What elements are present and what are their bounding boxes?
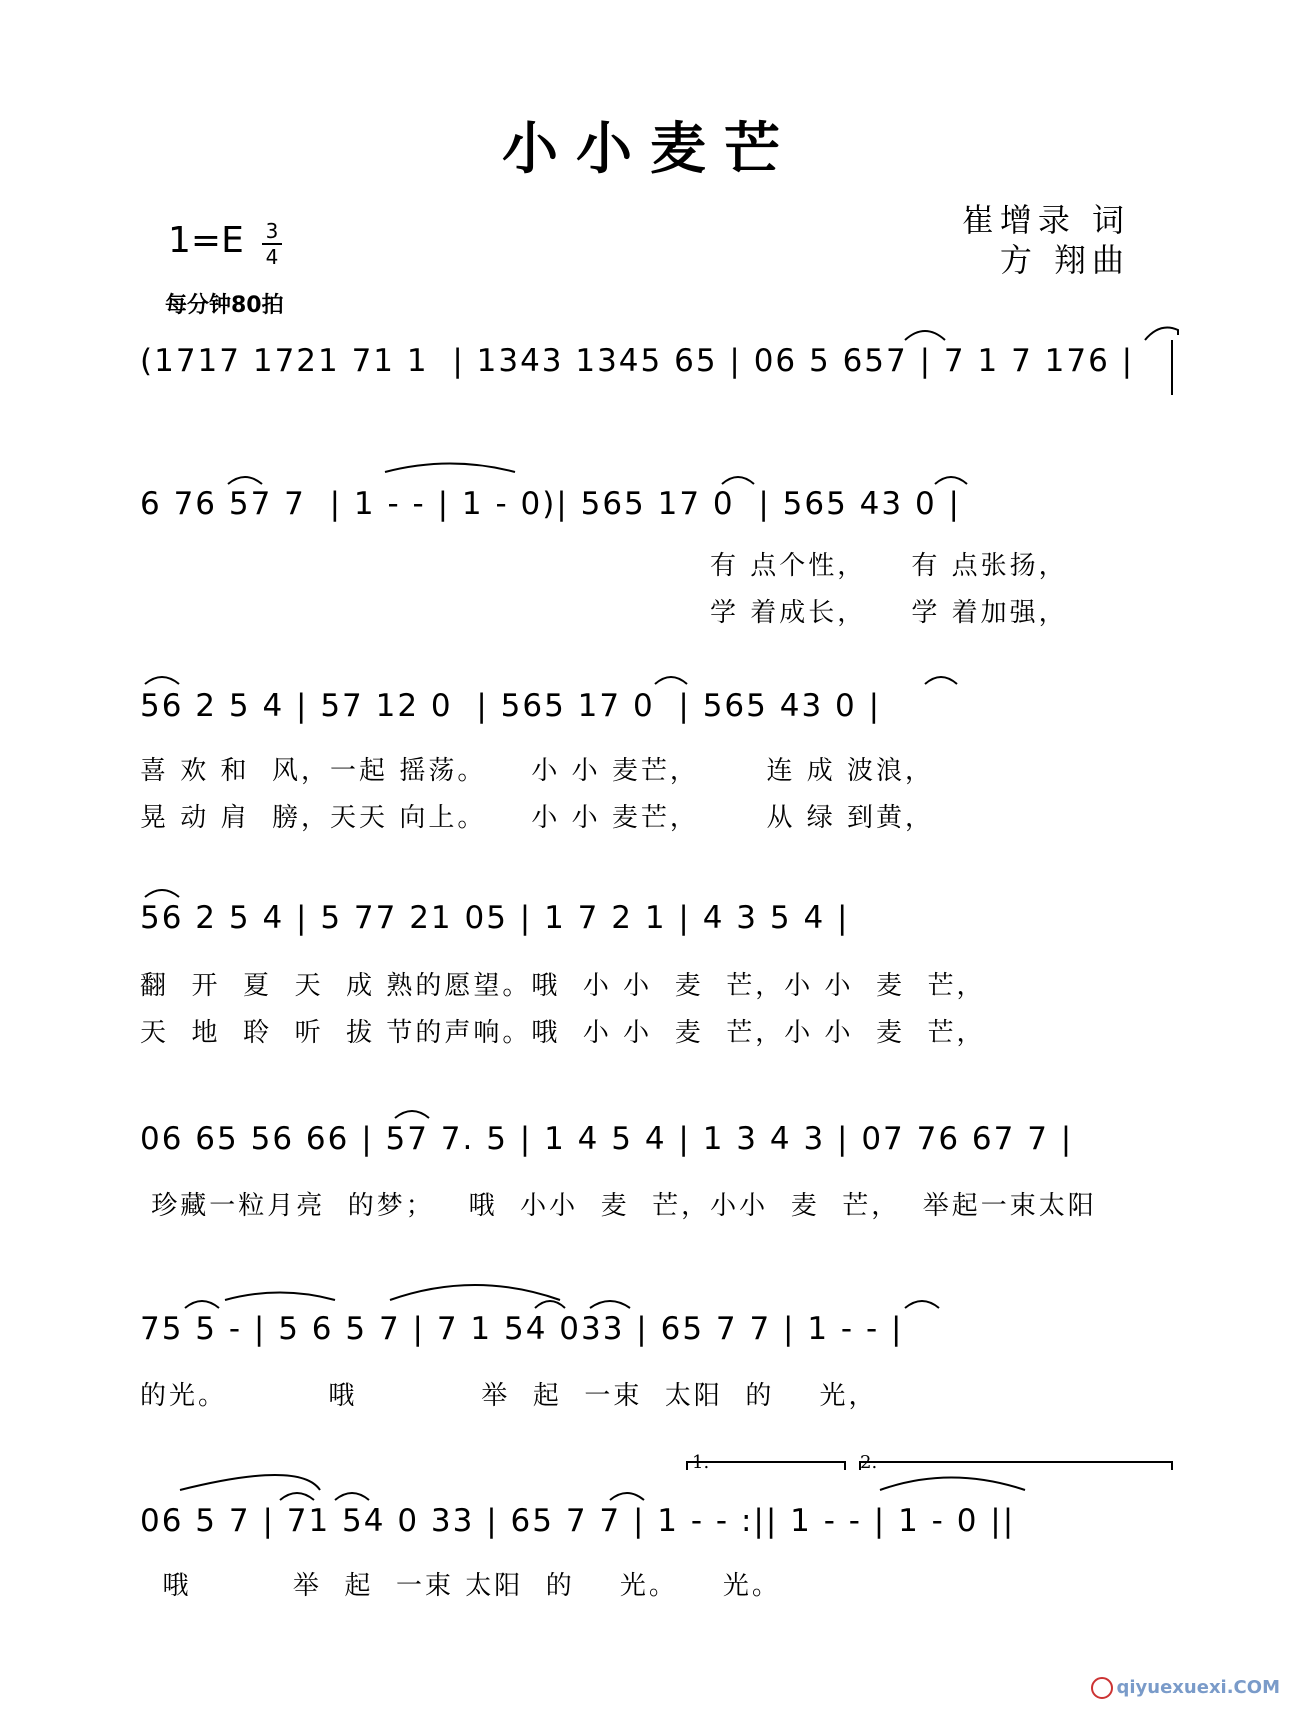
lyric-line: 晃 动 肩 膀，天天 向上。 小 小 麦芒， 从 绿 到黄， [140, 803, 935, 833]
lyric-line: 学 着成长， 学 着加强， [710, 598, 1068, 628]
staff-notes: 6 76 57 7 | 1 - - | 1 - 0)| 565 17 0 | 565 43 0 | [140, 486, 961, 522]
staff-notes: 56 2 5 4 | 57 12 0 | 565 17 0 | 565 43 0 | [140, 688, 882, 724]
staff-7 [140, 1495, 1175, 1555]
lyric-line: 的光。 哦 举 起 一束 太阳 的 光， [140, 1381, 878, 1411]
composer-credit: 方 翔曲 [999, 241, 1130, 279]
song-title: 小小麦芒 [502, 116, 798, 182]
staff-notes: 06 65 56 66 | 57 7. 5 | 1 4 5 4 | 1 3 4 3 | 07 76 67 7 | [140, 1121, 1074, 1157]
time-signature-top: 3 [265, 219, 279, 243]
logo-icon [1091, 1677, 1113, 1699]
staff-5 [140, 1113, 1175, 1173]
tempo-marking: 每分钟80拍 [165, 293, 284, 318]
lyric-line: 喜 欢 和 风，一起 摇荡。 小 小 麦芒， 连 成 波浪， [140, 756, 935, 786]
lyric-line: 有 点个性， 有 点张扬， [710, 551, 1068, 581]
staff-notes: 75 5 - | 5 6 5 7 | 7 1 54 033 | 65 7 7 | 1 - - | [140, 1311, 904, 1347]
site-watermark [1091, 1677, 1281, 1699]
staff-1 [140, 335, 1175, 395]
staff-6 [140, 1303, 1175, 1363]
lyric-line: 哦 举 起 一束 太阳 的 光。 光。 [140, 1571, 781, 1601]
staff-notes: (1717 1721 71 1 | 1343 1345 65 | 06 5 657 | 7 1 7 176 | [140, 343, 1135, 379]
staff-4 [140, 892, 1175, 952]
watermark-text: qiyuexuexi.COM [1116, 1677, 1280, 1698]
staff-notes: 56 2 5 4 | 5 77 21 05 | 1 7 2 1 | 4 3 5 4 | [140, 900, 850, 936]
volta-second-label: 2. [860, 1452, 878, 1473]
lyricist-credit: 崔增录 词 [961, 201, 1130, 239]
lyric-line: 珍藏一粒月亮 的梦； 哦 小小 麦 芒，小小 麦 芒， 举起一束太阳 [140, 1191, 1097, 1221]
lyric-line: 翻 开 夏 天 成 熟的愿望。哦 小 小 麦 芒，小 小 麦 芒， [140, 971, 986, 1001]
lyric-line: 天 地 聆 听 拔 节的声响。哦 小 小 麦 芒，小 小 麦 芒， [140, 1018, 986, 1048]
volta-first-label: 1. [692, 1452, 710, 1473]
time-signature [262, 220, 282, 268]
key-signature: 1=E [168, 220, 244, 261]
staff-notes: 06 5 7 | 71 54 0 33 | 65 7 7 | 1 - - :|| 1 - - | 1 - 0 || [140, 1503, 1016, 1539]
staff-2 [140, 478, 1175, 538]
time-signature-bottom: 4 [265, 245, 279, 269]
staff-3 [140, 680, 1175, 740]
